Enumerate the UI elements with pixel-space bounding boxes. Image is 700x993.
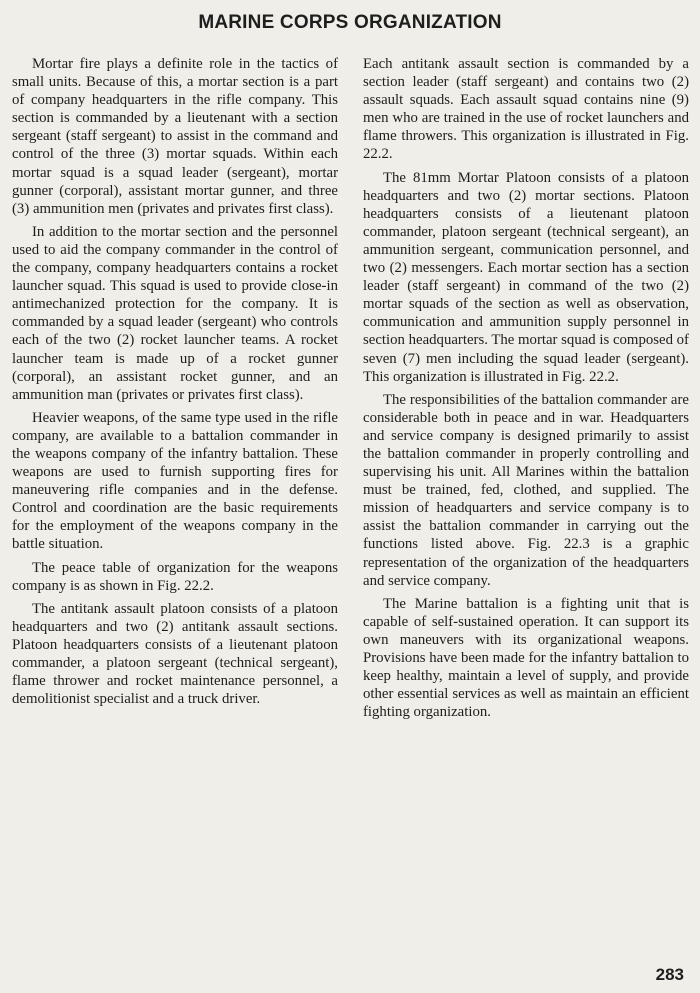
paragraph: Mortar fire plays a definite role in the tactics of small units. Because of this, a mortar section is a part of company headquarters in the rifle company. This section is commanded by a lieutenant with a section sergeant (staff sergeant) to assist in the command and control of the three (3) mortar squads. Within each mortar squad is a squad leader (sergeant), mortar gunner (corporal), assistant mortar gunner, and three (3) ammunition men (privates and privates first class).: [12, 56, 338, 217]
right-column: [363, 55, 689, 726]
paragraph: The 81mm Mortar Platoon consists of a platoon headquarters and two (2) mortar sections. Platoon headquarters consists of a lieutenant platoon commander, platoon sergeant (technical sergeant), an ammunition sergeant, communication personnel, and two (2) messengers. Each mortar section has a section leader (staff sergeant) in command of the two (2) mortar squads of the section as well as observation, communication and ammunition supply personnel in section headquarters. The mortar squad is composed of seven (7) men including the squad leader (sergeant). This organization is illustrated in Fig. 22.2.: [363, 169, 689, 385]
running-header: MARINE CORPS ORGANIZATION: [198, 12, 502, 33]
paragraph-continuation: Each antitank assault section is commanded by a section leader (staff sergeant) and contains two (2) assault squads. Each assault squad contains nine (9) men who are trained in the use of rocket launchers and flame throwers. This organization is illustrated in Fig. 22.2.: [363, 56, 689, 163]
paragraph: The antitank assault platoon consists of a platoon headquarters and two (2) antitank assault sections. Platoon headquarters consists of a lieutenant platoon commander, a platoon sergeant (technical sergeant), flame thrower and rocket maintenance personnel, a demolitionist specialist and a truck driver.: [12, 600, 338, 708]
paragraph: The Marine battalion is a fighting unit that is capable of self-sustained operation. It can support its own maneuvers with its organizational weapons. Provisions have been made for the infantry battalion to keep healthy, maintain a level of supply, and provide other essential services as well as maintain an efficient fighting organization.: [363, 595, 689, 721]
paragraph: In addition to the mortar section and the personnel used to aid the company commander in the control of the company, company headquarters contains a rocket launcher squad. This squad is used to provide close-in antimechanized protection for the company. It is commanded by a squad leader (sergeant) who controls each of the two (2) rocket launcher teams. A rocket launcher team is made up of a rocket gunner (corporal), an assistant rocket gunner, and an ammunition man (privates or privates first class).: [12, 223, 338, 403]
paragraph: The peace table of organization for the weapons company is as shown in Fig. 22.2.: [12, 559, 338, 594]
page-number: 283: [655, 965, 684, 984]
paragraph: The responsibilities of the battalion commander are considerable both in peace and in war. Headquarters and service company is designed primarily to assist the battalion commander in properly controlling and supervising his unit. All Marines within the battalion must be trained, fed, clothed, and supplied. The mission of headquarters and service company is to assist the battalion commander in carrying out the functions listed above. Fig. 22.3 is a graphic representation of the organization of the headquarters and service company.: [363, 391, 689, 589]
left-column: [12, 55, 338, 713]
paragraph: Heavier weapons, of the same type used in the rifle company, are available to a battalion commander in the weapons company of the infantry battalion. These weapons are used to furnish supporting fires for maneuvering rifle companies and in the defense. Control and coordination are the basic requirements for the employment of the weapons company in the battle situation.: [12, 409, 338, 553]
